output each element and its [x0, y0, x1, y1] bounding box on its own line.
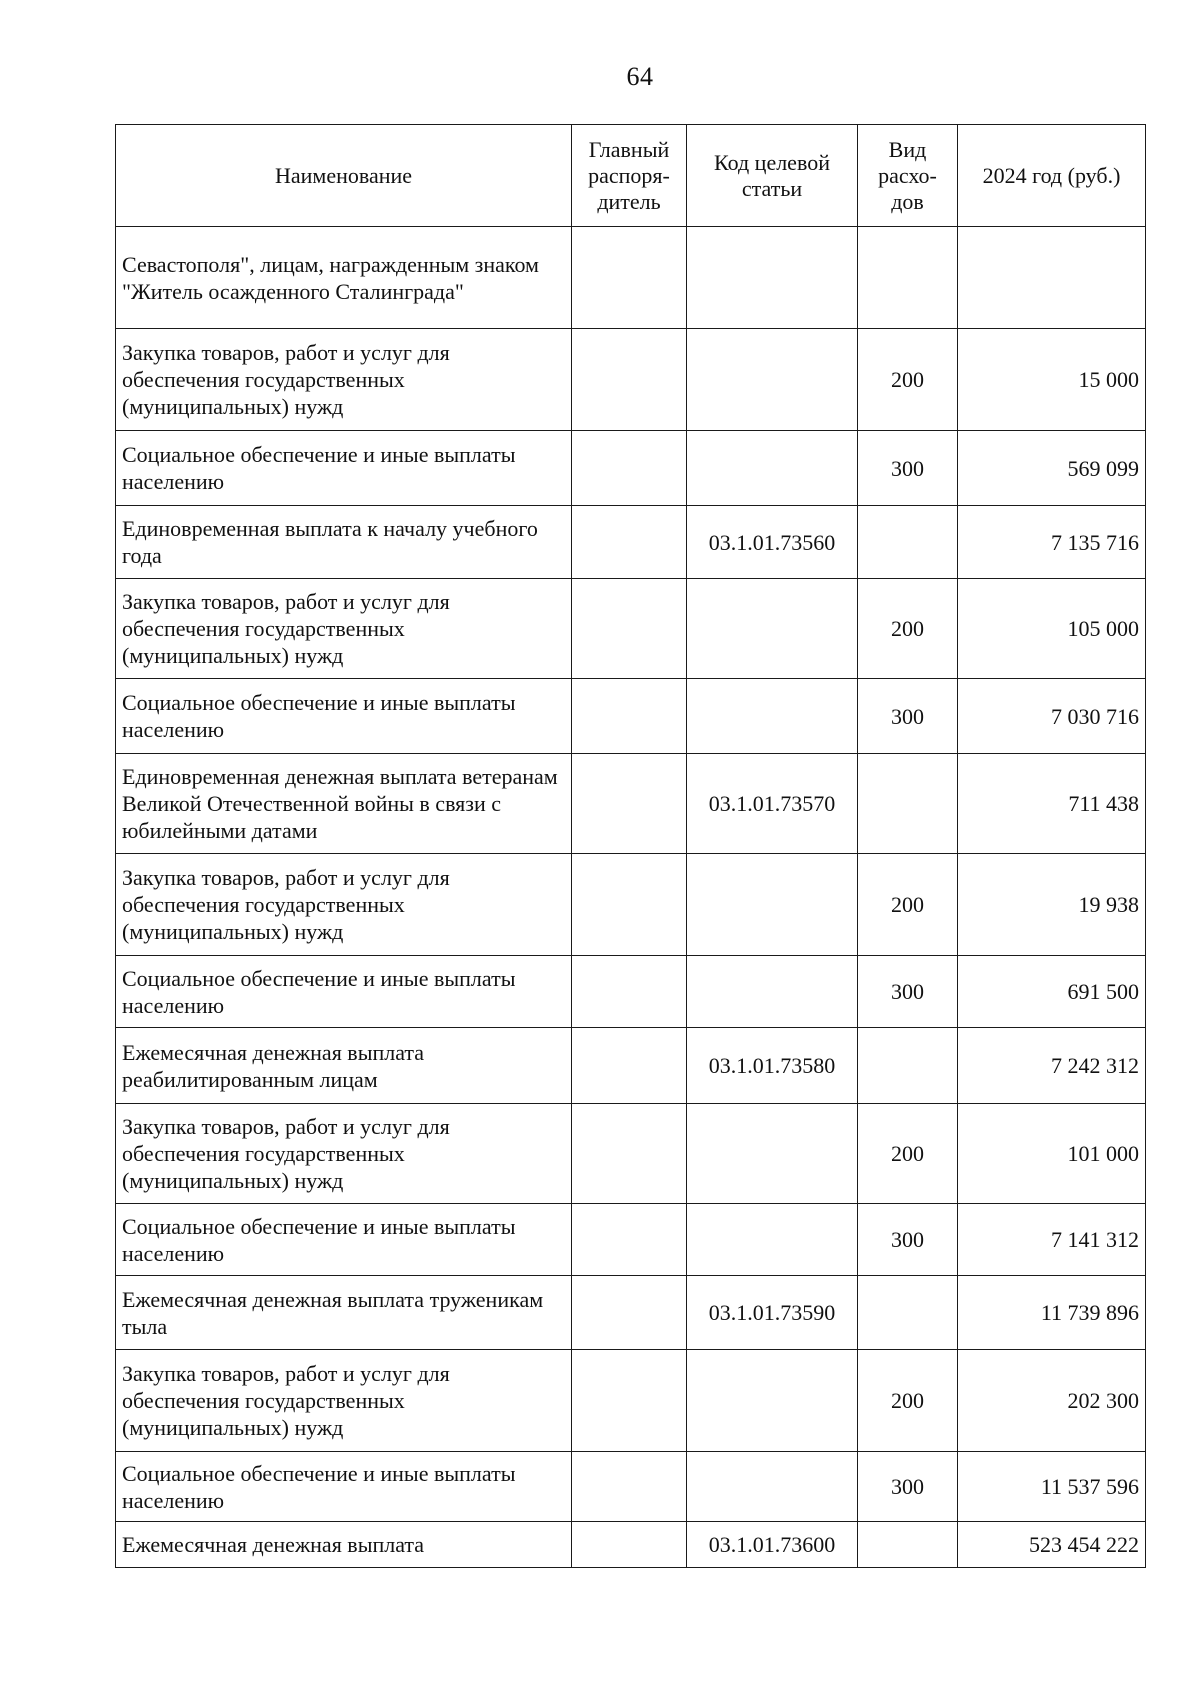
table-row [116, 854, 1146, 956]
cell-target-code [687, 329, 858, 431]
cell-amount: 7 242 312 [958, 1028, 1146, 1104]
cell-expense-kind: 200 [858, 1350, 958, 1452]
cell-main-manager [572, 431, 687, 506]
header-expense-kind: Вид расхо-дов [858, 125, 958, 227]
cell-amount [958, 227, 1146, 329]
cell-expense-kind: 200 [858, 854, 958, 956]
cell-target-code [687, 431, 858, 506]
cell-target-code: 03.1.01.73580 [687, 1028, 858, 1104]
cell-name: Закупка товаров, работ и услуг для обеспечения государственных (муниципальных) нужд [116, 1104, 572, 1204]
cell-name: Севастополя", лицам, награжденным знаком "Житель осажденного Сталинграда" [116, 227, 572, 329]
cell-name: Социальное обеспечение и иные выплаты населению [116, 431, 572, 506]
table-row [116, 679, 1146, 754]
cell-expense-kind: 300 [858, 1452, 958, 1522]
cell-name: Ежемесячная денежная выплата труженикам тыла [116, 1276, 572, 1350]
table-row [116, 956, 1146, 1028]
cell-main-manager [572, 1104, 687, 1204]
cell-expense-kind: 200 [858, 329, 958, 431]
table-row [116, 1452, 1146, 1522]
cell-target-code [687, 1204, 858, 1276]
cell-amount: 691 500 [958, 956, 1146, 1028]
cell-amount: 101 000 [958, 1104, 1146, 1204]
table-row [116, 329, 1146, 431]
cell-expense-kind [858, 1522, 958, 1568]
cell-main-manager [572, 1028, 687, 1104]
cell-name: Закупка товаров, работ и услуг для обеспечения государственных (муниципальных) нужд [116, 329, 572, 431]
cell-expense-kind: 300 [858, 1204, 958, 1276]
cell-amount: 15 000 [958, 329, 1146, 431]
cell-expense-kind: 300 [858, 679, 958, 754]
cell-expense-kind: 200 [858, 579, 958, 679]
header-main-manager: Главный распоря-дитель [572, 125, 687, 227]
table-body [116, 227, 1146, 1568]
cell-name: Закупка товаров, работ и услуг для обеспечения государственных (муниципальных) нужд [116, 1350, 572, 1452]
cell-target-code [687, 1452, 858, 1522]
cell-name: Ежемесячная денежная выплата реабилитированным лицам [116, 1028, 572, 1104]
cell-target-code: 03.1.01.73560 [687, 506, 858, 579]
cell-main-manager [572, 1452, 687, 1522]
cell-name: Социальное обеспечение и иные выплаты населению [116, 1204, 572, 1276]
cell-name: Единовременная денежная выплата ветеранам Великой Отечественной войны в связи с юбилейными датами [116, 754, 572, 854]
cell-main-manager [572, 1350, 687, 1452]
cell-target-code: 03.1.01.73590 [687, 1276, 858, 1350]
table-row [116, 1204, 1146, 1276]
table-row [116, 1028, 1146, 1104]
table-row [116, 1350, 1146, 1452]
table-row [116, 1276, 1146, 1350]
cell-target-code [687, 956, 858, 1028]
cell-main-manager [572, 679, 687, 754]
cell-target-code: 03.1.01.73600 [687, 1522, 858, 1568]
cell-expense-kind [858, 754, 958, 854]
cell-target-code [687, 679, 858, 754]
cell-expense-kind [858, 506, 958, 579]
cell-name: Единовременная выплата к началу учебного года [116, 506, 572, 579]
cell-name: Социальное обеспечение и иные выплаты населению [116, 1452, 572, 1522]
cell-expense-kind [858, 227, 958, 329]
cell-expense-kind: 200 [858, 1104, 958, 1204]
cell-amount: 7 141 312 [958, 1204, 1146, 1276]
cell-expense-kind [858, 1276, 958, 1350]
cell-amount: 7 135 716 [958, 506, 1146, 579]
cell-target-code [687, 579, 858, 679]
table-header [116, 125, 1146, 227]
cell-main-manager [572, 956, 687, 1028]
cell-amount: 523 454 222 [958, 1522, 1146, 1568]
cell-main-manager [572, 1276, 687, 1350]
table-row [116, 431, 1146, 506]
header-name: Наименование [116, 125, 572, 227]
page-number: 64 [626, 62, 654, 91]
cell-name: Ежемесячная денежная выплата [116, 1522, 572, 1568]
cell-name: Социальное обеспечение и иные выплаты населению [116, 956, 572, 1028]
cell-amount: 7 030 716 [958, 679, 1146, 754]
table-row [116, 506, 1146, 579]
cell-main-manager [572, 227, 687, 329]
table-row [116, 1104, 1146, 1204]
cell-name: Закупка товаров, работ и услуг для обеспечения государственных (муниципальных) нужд [116, 854, 572, 956]
budget-table [115, 124, 1146, 1568]
cell-amount: 19 938 [958, 854, 1146, 956]
cell-name: Социальное обеспечение и иные выплаты населению [116, 679, 572, 754]
cell-target-code [687, 1350, 858, 1452]
cell-main-manager [572, 579, 687, 679]
cell-main-manager [572, 1522, 687, 1568]
cell-amount: 711 438 [958, 754, 1146, 854]
cell-main-manager [572, 1204, 687, 1276]
cell-expense-kind: 300 [858, 431, 958, 506]
cell-target-code [687, 854, 858, 956]
table-row [116, 227, 1146, 329]
cell-name: Закупка товаров, работ и услуг для обеспечения государственных (муниципальных) нужд [116, 579, 572, 679]
cell-amount: 569 099 [958, 431, 1146, 506]
cell-main-manager [572, 754, 687, 854]
table-row [116, 579, 1146, 679]
cell-target-code [687, 1104, 858, 1204]
cell-main-manager [572, 329, 687, 431]
header-year-2024: 2024 год (руб.) [958, 125, 1146, 227]
cell-expense-kind: 300 [858, 956, 958, 1028]
cell-target-code: 03.1.01.73570 [687, 754, 858, 854]
cell-main-manager [572, 506, 687, 579]
table-row [116, 754, 1146, 854]
cell-main-manager [572, 854, 687, 956]
cell-expense-kind [858, 1028, 958, 1104]
cell-target-code [687, 227, 858, 329]
header-target-code: Код целевой статьи [687, 125, 858, 227]
cell-amount: 11 739 896 [958, 1276, 1146, 1350]
cell-amount: 202 300 [958, 1350, 1146, 1452]
cell-amount: 105 000 [958, 579, 1146, 679]
table-row [116, 1522, 1146, 1568]
cell-amount: 11 537 596 [958, 1452, 1146, 1522]
